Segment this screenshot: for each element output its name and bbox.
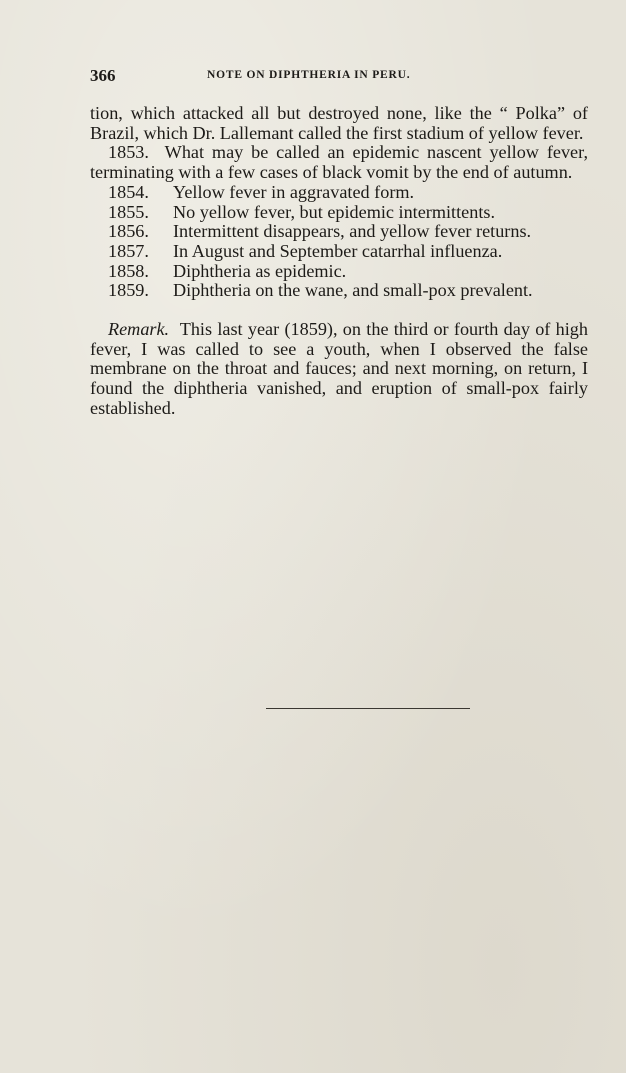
list-item [90,203,588,223]
list-item [90,222,588,242]
opening-paragraph: tion, which attacked all but destroyed none, like the “ Polka” of Brazil, which Dr. Lallemant called the first stadium of yellow fever. [90,103,588,143]
entry-year: 1853. [108,142,149,163]
entry-year: 1854. [108,181,149,202]
entry-year: 1857. [108,240,149,261]
entry-year: 1855. [108,201,149,222]
running-head [90,66,588,88]
entry-text: Yellow fever in aggravated form. [173,181,415,202]
entry-text: Intermittent disappears, and yellow fever returns. [173,221,532,242]
entry-text: Diphtheria as epidemic. [173,260,347,281]
list-item [90,262,588,282]
entry-year: 1856. [108,221,149,242]
entry-year: 1859. [108,280,149,301]
list-item [90,281,588,301]
section-divider [266,708,470,709]
list-item [90,183,588,203]
list-item [90,242,588,262]
remark-paragraph [90,320,588,419]
entry-text: No yellow fever, but epidemic intermittents. [173,201,496,222]
chronology-list [90,183,588,301]
entry-year: 1858. [108,260,149,281]
entry-1853 [90,143,588,182]
entry-text: In August and September catarrhal influenza. [173,240,503,261]
body-text [90,104,588,419]
remark-text: This last year (1859), on the third or fourth day of high fever, I was called to see a youth, when I observed the false membrane on the throat and fauces; and next morning, on return, I found the diphtheria vanished, and eruption of small-pox fairly established. [90,319,588,418]
running-title: NOTE ON DIPHTHERIA IN PERU. [207,69,411,81]
entry-text: What may be called an epidemic nascent yellow fever, terminating with a few cases of black vomit by the end of autumn. [90,142,588,183]
page-number: 366 [90,66,116,85]
entry-text: Diphtheria on the wane, and small-pox prevalent. [173,280,533,301]
remark-label: Remark. [108,319,170,340]
